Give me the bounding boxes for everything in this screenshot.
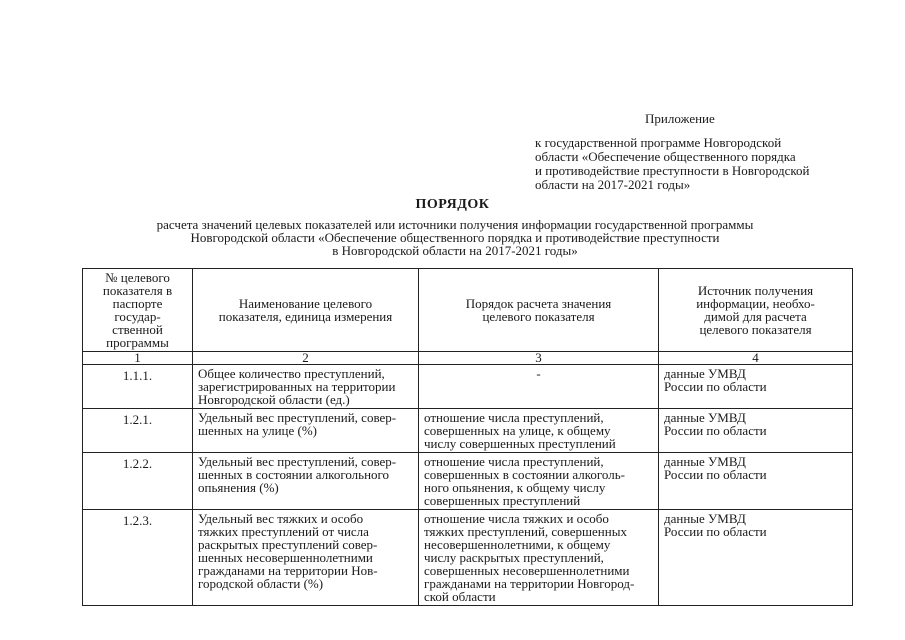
indicators-table: [82, 268, 853, 606]
column-number: 2: [193, 352, 419, 365]
appendix-block: [535, 112, 855, 192]
header-name: Наименование целевого показателя, единица измерения: [193, 269, 419, 352]
cell-method: отношение числа преступлений, совершенных в состоянии алкоголь- ного опьянения, к общему числу совершенных преступлений: [419, 453, 659, 510]
cell-method: отношение числа преступлений, совершенных на улице, к общему числу совершенных преступлений: [419, 409, 659, 453]
cell-number: 1.2.1.: [83, 409, 193, 453]
appendix-line: области на 2017-2021 годы»: [535, 177, 691, 192]
cell-source: данные УМВД России по области: [659, 365, 853, 409]
header-number: № целевого показателя в паспорте государ- ственной программы: [83, 269, 193, 352]
subtitle-line: расчета значений целевых показателей или источники получения информации государственной программы: [156, 217, 754, 232]
document-subtitle: [100, 218, 810, 257]
document-title: ПОРЯДОК: [415, 197, 490, 212]
table-row: [83, 365, 853, 409]
column-number: 3: [419, 352, 659, 365]
table-row: [83, 453, 853, 510]
table-header-row: [83, 269, 853, 352]
appendix-title: Приложение: [645, 111, 715, 126]
cell-name: Общее количество преступлений, зарегистрированных на территории Новгородской области (ед.): [193, 365, 419, 409]
subtitle-line: Новгородской области «Обеспечение общественного порядка и противодействие преступности: [190, 230, 720, 245]
cell-number: 1.2.2.: [83, 453, 193, 510]
column-number: 1: [83, 352, 193, 365]
cell-method: отношение числа тяжких и особо тяжких преступлений, совершенных несовершеннолетними, к общему числу раскрытых преступлений, совершенных несовершеннолетними гражданами на территории Новгород- ской области: [419, 510, 659, 606]
cell-method: -: [419, 365, 659, 409]
header-method: Порядок расчета значения целевого показателя: [419, 269, 659, 352]
cell-source: данные УМВД России по области: [659, 510, 853, 606]
column-number: 4: [659, 352, 853, 365]
appendix-line: и противодействие преступности в Новгородской: [535, 163, 810, 178]
table-row: [83, 409, 853, 453]
cell-source: данные УМВД России по области: [659, 409, 853, 453]
cell-number: 1.1.1.: [83, 365, 193, 409]
table-row: [83, 510, 853, 606]
header-source: Источник получения информации, необхо- димой для расчета целевого показателя: [659, 269, 853, 352]
subtitle-line: в Новгородской области на 2017-2021 годы»: [332, 243, 578, 258]
cell-name: Удельный вес тяжких и особо тяжких преступлений от числа раскрытых преступлений совер- шенных несовершеннолетними гражданами на территории Нов- городской области (%): [193, 510, 419, 606]
cell-source: данные УМВД России по области: [659, 453, 853, 510]
appendix-line: области «Обеспечение общественного порядка: [535, 149, 796, 164]
appendix-line: к государственной программе Новгородской: [535, 135, 782, 150]
column-number-row: [83, 352, 853, 365]
cell-name: Удельный вес преступлений, совер- шенных в состоянии алкогольного опьянения (%): [193, 453, 419, 510]
cell-name: Удельный вес преступлений, совер- шенных на улице (%): [193, 409, 419, 453]
cell-number: 1.2.3.: [83, 510, 193, 606]
